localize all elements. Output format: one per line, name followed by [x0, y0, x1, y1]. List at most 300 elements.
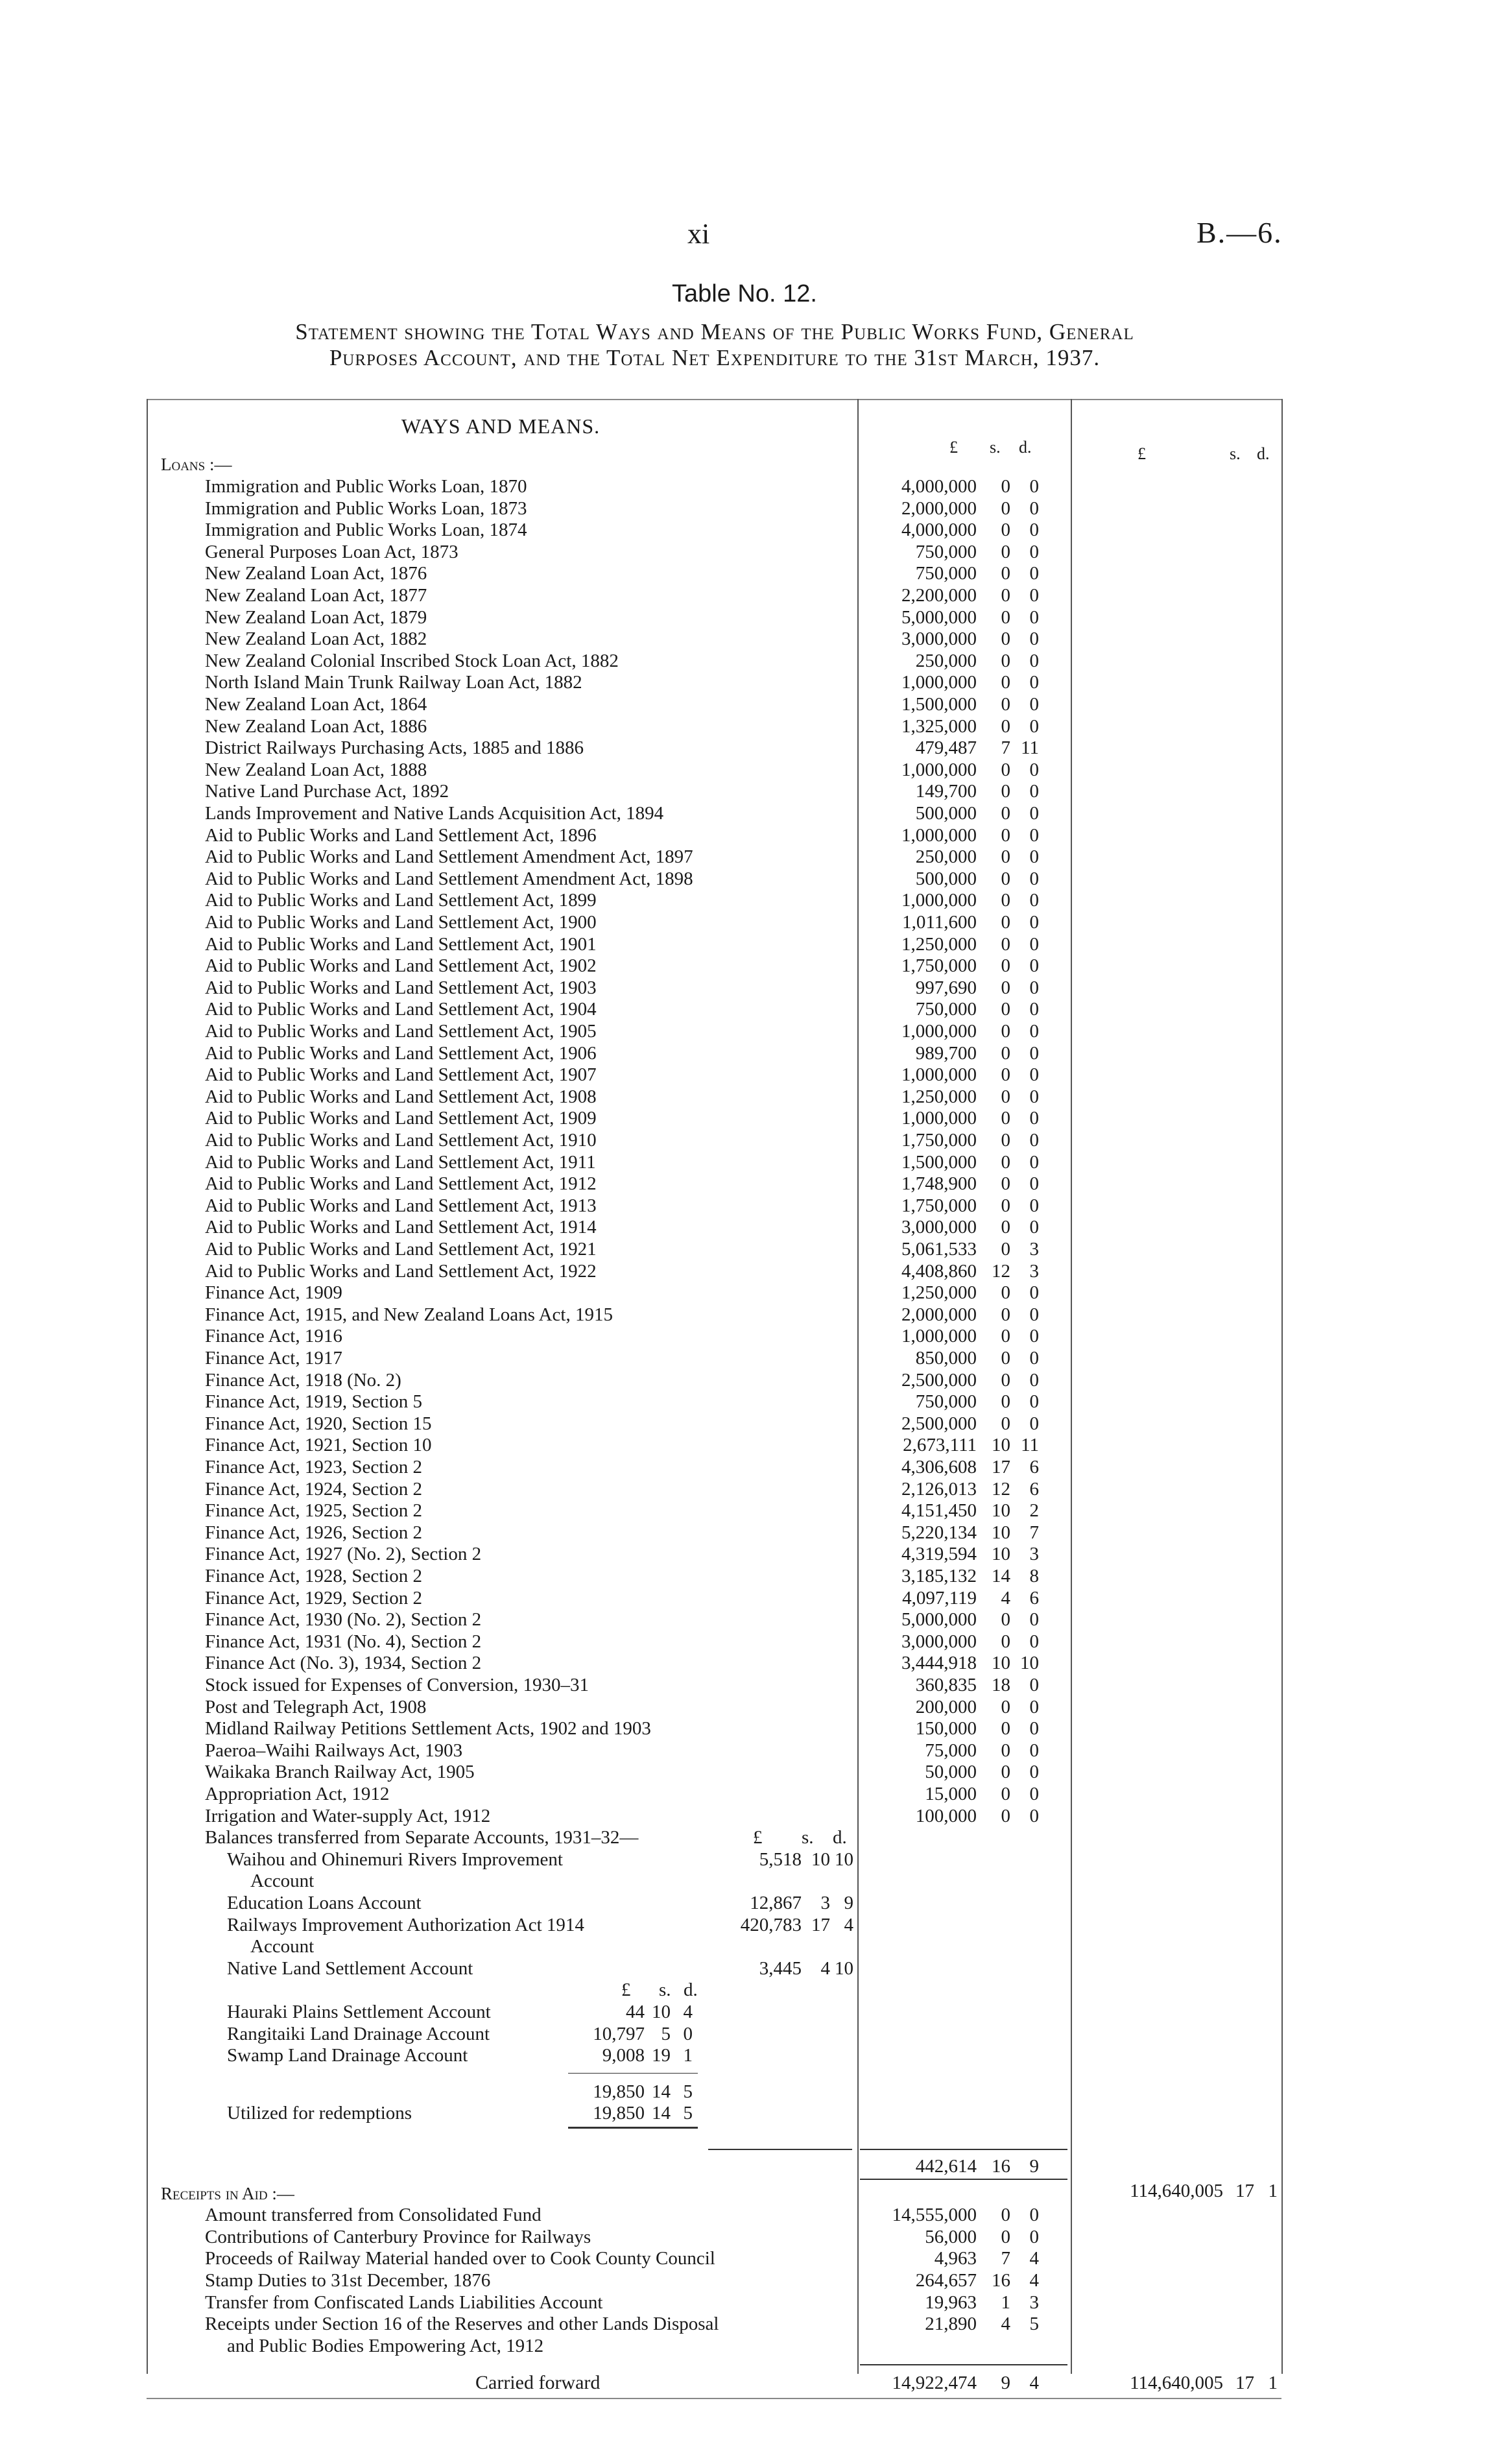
loan-row — [147, 759, 1281, 781]
loan-label: Finance Act (No. 3), 1934, Section 2 — [205, 1653, 482, 1674]
loan-shillings: 0 — [1001, 1304, 1010, 1325]
balance-item-pence: 10 — [835, 1957, 853, 1979]
balance-item-label: Waihou and Ohinemuri Rivers Improvement — [227, 1848, 563, 1870]
loan-label: Finance Act, 1925, Section 2 — [205, 1500, 423, 1522]
receipt-shillings: 7 — [1001, 2248, 1010, 2269]
loan-pence: 0 — [1029, 1151, 1039, 1173]
utilized-shillings: 14 — [652, 2103, 671, 2124]
loan-row — [147, 1565, 1281, 1587]
loan-shillings: 10 — [992, 1435, 1010, 1456]
loan-pounds: 500,000 — [915, 868, 977, 889]
loan-row — [147, 1064, 1281, 1086]
loan-pounds: 850,000 — [915, 1348, 977, 1369]
loan-label: Immigration and Public Works Loan, 1874 — [205, 520, 527, 541]
loan-label: Finance Act, 1924, Section 2 — [205, 1478, 423, 1500]
loan-row — [147, 1456, 1281, 1478]
loan-shillings: 0 — [1001, 1239, 1010, 1260]
loan-label: Finance Act, 1920, Section 15 — [205, 1413, 432, 1434]
col-head-shilling-2: s. — [1230, 444, 1241, 463]
receipt-pence: 0 — [1029, 2205, 1039, 2226]
loans-label: Loans :— — [161, 455, 232, 474]
loan-label: Aid to Public Works and Land Settlement Act, 1899 — [205, 890, 597, 911]
loan-label: Finance Act, 1916 — [205, 1326, 342, 1347]
loan-pence: 0 — [1029, 1631, 1039, 1652]
loan-row — [147, 606, 1281, 628]
inner-account-label: Swamp Land Drainage Account — [227, 2045, 468, 2066]
loan-label: Waikaka Branch Railway Act, 1905 — [205, 1762, 475, 1783]
loan-pence: 3 — [1029, 1239, 1039, 1260]
loan-pence: 0 — [1029, 1696, 1039, 1717]
loan-pounds: 1,000,000 — [901, 672, 977, 693]
loan-shillings: 0 — [1001, 1151, 1010, 1173]
loan-pence: 6 — [1029, 1478, 1039, 1500]
loan-row — [147, 1020, 1281, 1042]
col-head-pence-2: d. — [1257, 444, 1270, 463]
inner-head-pound: £ — [621, 1980, 631, 2001]
loan-label: New Zealand Loan Act, 1888 — [205, 759, 427, 780]
loan-row — [147, 1522, 1281, 1544]
loan-pence: 8 — [1029, 1566, 1039, 1586]
loan-pounds: 5,000,000 — [901, 606, 977, 628]
receipt-label: Stamp Duties to 31st December, 1876 — [205, 2270, 491, 2291]
loan-pounds: 360,835 — [915, 1675, 977, 1695]
loan-label: Appropriation Act, 1912 — [205, 1784, 390, 1804]
loan-shillings: 0 — [1001, 1042, 1010, 1064]
loan-shillings: 17 — [992, 1457, 1010, 1477]
loan-row — [147, 737, 1281, 759]
loan-pounds: 1,250,000 — [901, 1086, 977, 1107]
loan-pounds: 150,000 — [915, 1718, 977, 1740]
balance-subtotal-rule — [708, 2149, 852, 2150]
loan-pounds: 5,061,533 — [901, 1239, 977, 1260]
loan-pence: 0 — [1029, 1718, 1039, 1740]
loan-label: Finance Act, 1928, Section 2 — [205, 1566, 423, 1586]
table-top-rule — [147, 399, 1281, 400]
loan-shillings: 0 — [1001, 476, 1010, 497]
receipt-label-cont: and Public Bodies Empowering Act, 1912 — [227, 2335, 544, 2356]
loan-pounds: 1,000,000 — [901, 890, 977, 911]
loan-label: Lands Improvement and Native Lands Acquisition Act, 1894 — [205, 803, 664, 824]
loan-row — [147, 628, 1281, 650]
table-bottom-rule — [147, 2398, 1281, 2399]
loan-shillings: 0 — [1001, 1696, 1010, 1717]
loan-pence: 3 — [1029, 1544, 1039, 1565]
loan-row — [147, 1761, 1281, 1783]
carried-forward-label: Carried forward — [475, 2372, 601, 2394]
loan-pounds: 2,000,000 — [901, 497, 977, 519]
loan-pounds: 3,185,132 — [901, 1566, 977, 1586]
loan-pence: 6 — [1029, 1587, 1039, 1609]
loan-pounds: 1,000,000 — [901, 1021, 977, 1042]
loan-label: Finance Act, 1930 (No. 2), Section 2 — [205, 1609, 482, 1631]
loan-row — [147, 1783, 1281, 1805]
loan-row — [147, 846, 1281, 868]
loan-label: Finance Act, 1909 — [205, 1282, 342, 1304]
loan-pence: 0 — [1029, 1130, 1039, 1151]
loan-shillings: 0 — [1001, 1348, 1010, 1369]
utilized-pounds: 19,850 — [593, 2103, 645, 2124]
loan-pounds: 2,200,000 — [901, 585, 977, 606]
loans-total-pence: 1 — [1268, 2180, 1278, 2201]
balance-item-pence: 10 — [835, 1848, 853, 1870]
loan-pounds: 1,325,000 — [901, 715, 977, 737]
loan-pounds: 479,487 — [915, 737, 977, 759]
loan-shillings: 0 — [1001, 1173, 1010, 1195]
balance-item-row — [147, 1914, 1281, 1936]
loan-row — [147, 715, 1281, 737]
balance-item-shillings: 17 — [811, 1914, 830, 1935]
loan-label: Aid to Public Works and Land Settlement Act, 1901 — [205, 933, 597, 955]
loan-pence: 11 — [1021, 737, 1039, 759]
loan-shillings: 12 — [992, 1478, 1010, 1500]
statement-line-1: Statement showing the Total Ways and Means of the Public Works Fund, General — [295, 319, 1134, 344]
loan-pounds: 1,748,900 — [901, 1173, 977, 1195]
carried-shillings: 9 — [1001, 2373, 1010, 2394]
receipt-label: Transfer from Confiscated Lands Liabilities Account — [205, 2291, 603, 2313]
loan-pence: 0 — [1029, 694, 1039, 715]
loan-pounds: 4,000,000 — [901, 476, 977, 497]
loan-shillings: 0 — [1001, 1217, 1010, 1238]
loan-row — [147, 497, 1281, 520]
balance-item-label: Railways Improvement Authorization Act 1914 — [227, 1914, 584, 1935]
loan-row — [147, 1652, 1281, 1674]
loan-pence: 0 — [1029, 606, 1039, 628]
loan-pence: 10 — [1020, 1653, 1039, 1674]
loan-shillings: 0 — [1001, 803, 1010, 824]
loan-pence: 0 — [1029, 912, 1039, 933]
loan-shillings: 0 — [1001, 715, 1010, 737]
loan-pounds: 1,250,000 — [901, 1282, 977, 1304]
loan-pounds: 200,000 — [915, 1696, 977, 1717]
loans-column-rule — [860, 2149, 1067, 2150]
loan-pounds: 4,319,594 — [901, 1544, 977, 1565]
receipt-pounds: 19,963 — [925, 2291, 977, 2313]
loan-row — [147, 1740, 1281, 1762]
loan-row — [147, 1086, 1281, 1108]
loan-pence: 0 — [1029, 1391, 1039, 1413]
loan-label: Immigration and Public Works Loan, 1873 — [205, 497, 527, 519]
statement-line-2: Purposes Account, and the Total Net Expenditure to the 31st March, 1937. — [329, 345, 1101, 370]
loan-pence: 0 — [1029, 1195, 1039, 1216]
receipt-pence: 5 — [1029, 2314, 1039, 2335]
loan-pence: 0 — [1029, 1675, 1039, 1695]
loan-pounds: 2,000,000 — [901, 1304, 977, 1325]
receipt-label: Proceeds of Railway Material handed over to Cook County Council — [205, 2248, 715, 2269]
receipt-shillings: 0 — [1001, 2226, 1010, 2247]
loan-pence: 0 — [1029, 1021, 1039, 1042]
loan-pounds: 4,306,608 — [901, 1457, 977, 1477]
loan-pence: 0 — [1029, 715, 1039, 737]
loan-shillings: 0 — [1001, 541, 1010, 562]
loan-label: Aid to Public Works and Land Settlement Act, 1914 — [205, 1217, 597, 1238]
receipt-row — [147, 2226, 1281, 2248]
loan-pounds: 2,126,013 — [901, 1478, 977, 1500]
loan-pence: 0 — [1029, 1413, 1039, 1434]
loan-pounds: 250,000 — [915, 846, 977, 868]
carried-rule — [860, 2364, 1067, 2365]
loan-pounds: 4,097,119 — [902, 1587, 977, 1609]
receipt-pounds: 4,963 — [934, 2248, 977, 2269]
loan-pence: 0 — [1029, 1326, 1039, 1347]
loan-pounds: 2,500,000 — [901, 1369, 977, 1391]
balances-heading-row — [147, 1826, 1281, 1848]
loan-shillings: 0 — [1001, 868, 1010, 889]
loan-shillings: 0 — [1001, 497, 1010, 519]
ways-and-means-heading: WAYS AND MEANS. — [401, 414, 601, 438]
table-right-rule — [1281, 399, 1283, 2374]
loan-label: New Zealand Loan Act, 1877 — [205, 585, 427, 606]
loan-pence: 0 — [1029, 1762, 1039, 1783]
loan-pence: 0 — [1029, 1086, 1039, 1107]
loan-label: Aid to Public Works and Land Settlement Act, 1903 — [205, 977, 597, 998]
loan-shillings: 10 — [992, 1500, 1010, 1522]
loan-pence: 0 — [1029, 977, 1039, 998]
loan-row — [147, 650, 1281, 672]
loan-pounds: 2,500,000 — [901, 1413, 977, 1434]
loan-row — [147, 562, 1281, 584]
loan-shillings: 0 — [1001, 1086, 1010, 1107]
balance-item-pounds: 3,445 — [759, 1957, 802, 1979]
loan-row — [147, 1195, 1281, 1217]
loan-row — [147, 1391, 1281, 1413]
carried-pence: 4 — [1029, 2373, 1039, 2394]
loan-shillings: 0 — [1001, 1784, 1010, 1804]
balance-item-label-cont: Account — [250, 1936, 315, 1957]
loan-label: Finance Act, 1921, Section 10 — [205, 1435, 432, 1456]
loan-shillings: 0 — [1001, 1762, 1010, 1783]
loan-row — [147, 1325, 1281, 1347]
loan-label: Aid to Public Works and Land Settlement Act, 1906 — [205, 1042, 597, 1064]
loan-row — [147, 1609, 1281, 1631]
inner-account-row — [147, 2001, 1281, 2023]
loan-pounds: 3,444,918 — [901, 1653, 977, 1674]
loan-row — [147, 1631, 1281, 1653]
loan-pence: 0 — [1029, 846, 1039, 868]
loan-pounds: 1,250,000 — [901, 933, 977, 955]
page-code: B.—6. — [1197, 216, 1283, 249]
loan-row — [147, 889, 1281, 911]
loan-shillings: 10 — [992, 1653, 1010, 1674]
loan-shillings: 0 — [1001, 672, 1010, 693]
loan-pounds: 3,000,000 — [901, 1217, 977, 1238]
receipt-pence: 3 — [1029, 2291, 1039, 2313]
loan-pounds: 1,000,000 — [901, 1064, 977, 1086]
inner-head-pence: d. — [684, 1980, 698, 2001]
loan-pounds: 500,000 — [915, 803, 977, 824]
loan-label: Aid to Public Works and Land Settlement Act, 1904 — [205, 999, 597, 1020]
loan-label: General Purposes Loan Act, 1873 — [205, 541, 459, 562]
loan-label: Aid to Public Works and Land Settlement Act, 1908 — [205, 1086, 597, 1107]
loans-section-heading — [147, 453, 1281, 475]
loan-pence: 0 — [1029, 1740, 1039, 1761]
loan-row — [147, 1282, 1281, 1304]
balance-item-shillings: 4 — [820, 1957, 830, 1979]
loan-pence: 0 — [1029, 541, 1039, 562]
loan-label: Irrigation and Water-supply Act, 1912 — [205, 1805, 491, 1826]
loan-row — [147, 1151, 1281, 1173]
loan-shillings: 0 — [1001, 846, 1010, 868]
receipt-pence: 4 — [1029, 2248, 1039, 2269]
receipt-row-cont — [147, 2335, 1281, 2357]
loan-pounds: 5,220,134 — [901, 1522, 977, 1543]
loan-label: Aid to Public Works and Land Settlement Act, 1921 — [205, 1239, 597, 1260]
loan-row — [147, 1238, 1281, 1260]
loan-label: Finance Act, 1915, and New Zealand Loans Act, 1915 — [205, 1304, 613, 1325]
balance-item-row — [147, 1892, 1281, 1914]
loan-pounds: 1,000,000 — [901, 1326, 977, 1347]
balances-head-pound: £ — [753, 1827, 763, 1848]
loan-pence: 0 — [1029, 650, 1039, 671]
loan-label: Finance Act, 1929, Section 2 — [205, 1587, 423, 1609]
loan-pence: 0 — [1029, 1784, 1039, 1804]
balances-subtotal-pence: 9 — [1029, 2156, 1039, 2177]
loan-pence: 0 — [1029, 497, 1039, 519]
loan-pence: 0 — [1029, 890, 1039, 911]
balances-subtotal-pounds: 442,614 — [915, 2156, 977, 2177]
loan-shillings: 0 — [1001, 520, 1010, 541]
balance-item-label-cont: Account — [250, 1871, 315, 1892]
loan-row — [147, 1413, 1281, 1435]
loan-shillings: 0 — [1001, 1413, 1010, 1434]
balance-item-pence: 9 — [844, 1893, 853, 1913]
table-title: Table No. 12. — [672, 280, 817, 307]
receipt-label: Amount transferred from Consolidated Fund — [205, 2205, 542, 2226]
receipt-pounds: 56,000 — [925, 2226, 977, 2247]
loan-pounds: 149,700 — [915, 781, 977, 802]
loan-row — [147, 1347, 1281, 1369]
balances-head-pence: d. — [833, 1827, 847, 1848]
loan-pounds: 989,700 — [915, 1042, 977, 1064]
loan-pence: 0 — [1029, 1304, 1039, 1325]
loan-shillings: 0 — [1001, 628, 1010, 650]
col-head-pound-2: £ — [1138, 444, 1146, 463]
balance-item-label: Education Loans Account — [227, 1893, 422, 1913]
receipt-pounds: 21,890 — [925, 2314, 977, 2335]
loan-row — [147, 802, 1281, 824]
loan-pounds: 1,750,000 — [901, 1130, 977, 1151]
loan-shillings: 0 — [1001, 912, 1010, 933]
loan-pounds: 4,000,000 — [901, 520, 977, 541]
loan-pounds: 1,500,000 — [901, 694, 977, 715]
receipts-label: Receipts in Aid :— — [161, 2183, 294, 2203]
loan-shillings: 14 — [992, 1566, 1010, 1586]
col-head-shilling: s. — [990, 438, 1001, 457]
loan-shillings: 0 — [1001, 1021, 1010, 1042]
loan-label: Aid to Public Works and Land Settlement Act, 1912 — [205, 1173, 597, 1195]
loan-shillings: 0 — [1001, 606, 1010, 628]
loan-shillings: 0 — [1001, 1805, 1010, 1826]
carried-shillings-2: 17 — [1235, 2373, 1254, 2394]
receipt-row — [147, 2247, 1281, 2269]
loan-row — [147, 1500, 1281, 1522]
balances-subtotal-row — [147, 2155, 1281, 2177]
loan-label: Finance Act, 1918 (No. 2) — [205, 1369, 401, 1391]
loan-label: Aid to Public Works and Land Settlement Amendment Act, 1897 — [205, 846, 693, 868]
loan-pence: 0 — [1029, 585, 1039, 606]
loan-label: New Zealand Loan Act, 1886 — [205, 715, 427, 737]
loan-pounds: 4,151,450 — [901, 1500, 977, 1522]
loan-row — [147, 868, 1281, 890]
loan-shillings: 0 — [1001, 1326, 1010, 1347]
balance-item-pounds: 5,518 — [759, 1848, 802, 1870]
loan-row — [147, 780, 1281, 802]
inner-account-row — [147, 2023, 1281, 2045]
loan-label: Aid to Public Works and Land Settlement Act, 1909 — [205, 1108, 597, 1129]
loan-shillings: 0 — [1001, 694, 1010, 715]
loan-shillings: 0 — [1001, 1391, 1010, 1413]
loan-shillings: 10 — [992, 1522, 1010, 1543]
carried-forward-line — [147, 2372, 1281, 2394]
loan-row — [147, 1696, 1281, 1718]
loan-pence: 0 — [1029, 1805, 1039, 1826]
loan-shillings: 10 — [992, 1544, 1010, 1565]
loan-pence: 0 — [1029, 476, 1039, 497]
inner-total-pence: 5 — [683, 2081, 693, 2102]
loan-label: Finance Act, 1919, Section 5 — [205, 1391, 423, 1413]
loan-shillings: 4 — [1001, 1587, 1010, 1609]
loan-row — [147, 1304, 1281, 1326]
loan-pence: 0 — [1029, 781, 1039, 802]
inner-account-pence: 4 — [683, 2002, 693, 2022]
inner-account-shillings: 10 — [652, 2002, 671, 2022]
loan-shillings: 0 — [1001, 781, 1010, 802]
loan-label: Aid to Public Works and Land Settlement Act, 1907 — [205, 1064, 597, 1086]
receipts-heading-row — [147, 2183, 1281, 2205]
loan-shillings: 18 — [992, 1675, 1010, 1695]
inner-account-pounds: 44 — [626, 2002, 645, 2022]
loan-pounds: 1,500,000 — [901, 1151, 977, 1173]
loan-label: Finance Act, 1917 — [205, 1348, 342, 1369]
receipt-row — [147, 2204, 1281, 2226]
loan-label: Aid to Public Works and Land Settlement Act, 1905 — [205, 1021, 597, 1042]
loan-shillings: 0 — [1001, 824, 1010, 846]
loan-label: New Zealand Loan Act, 1879 — [205, 606, 427, 628]
loan-pounds: 750,000 — [915, 999, 977, 1020]
loan-row — [147, 1129, 1281, 1151]
loan-row — [147, 1042, 1281, 1064]
loan-pounds: 750,000 — [915, 541, 977, 562]
loan-shillings: 0 — [1001, 999, 1010, 1020]
loan-shillings: 0 — [1001, 563, 1010, 584]
inner-account-pence: 0 — [683, 2023, 693, 2044]
loan-row — [147, 584, 1281, 606]
loan-shillings: 0 — [1001, 650, 1010, 671]
inner-total-row — [147, 2081, 1281, 2103]
loan-pence: 0 — [1029, 628, 1039, 650]
loan-shillings: 0 — [1001, 1718, 1010, 1740]
inner-account-shillings: 19 — [652, 2045, 671, 2066]
loan-pence: 0 — [1029, 933, 1039, 955]
loan-row — [147, 955, 1281, 977]
loan-row — [147, 1478, 1281, 1500]
balance-item-row — [147, 1848, 1281, 1871]
inner-account-pounds: 9,008 — [602, 2045, 645, 2066]
loan-label: Stock issued for Expenses of Conversion, 1930–31 — [205, 1675, 590, 1695]
utilized-pence: 5 — [683, 2103, 693, 2124]
col-head-pound: £ — [949, 438, 958, 457]
inner-head-row — [147, 1979, 1281, 2001]
loan-label: Paeroa–Waihi Railways Act, 1903 — [205, 1740, 463, 1761]
loan-shillings: 0 — [1001, 1369, 1010, 1391]
loan-label: Finance Act, 1926, Section 2 — [205, 1522, 423, 1543]
loan-shillings: 0 — [1001, 1108, 1010, 1129]
balance-item-shillings: 10 — [811, 1848, 830, 1870]
loan-pounds: 1,750,000 — [901, 1195, 977, 1216]
loan-row — [147, 1717, 1281, 1740]
balance-item-row-cont — [147, 1870, 1281, 1892]
receipt-shillings: 16 — [992, 2270, 1010, 2291]
balances-subtotal-shillings: 16 — [992, 2156, 1010, 2177]
